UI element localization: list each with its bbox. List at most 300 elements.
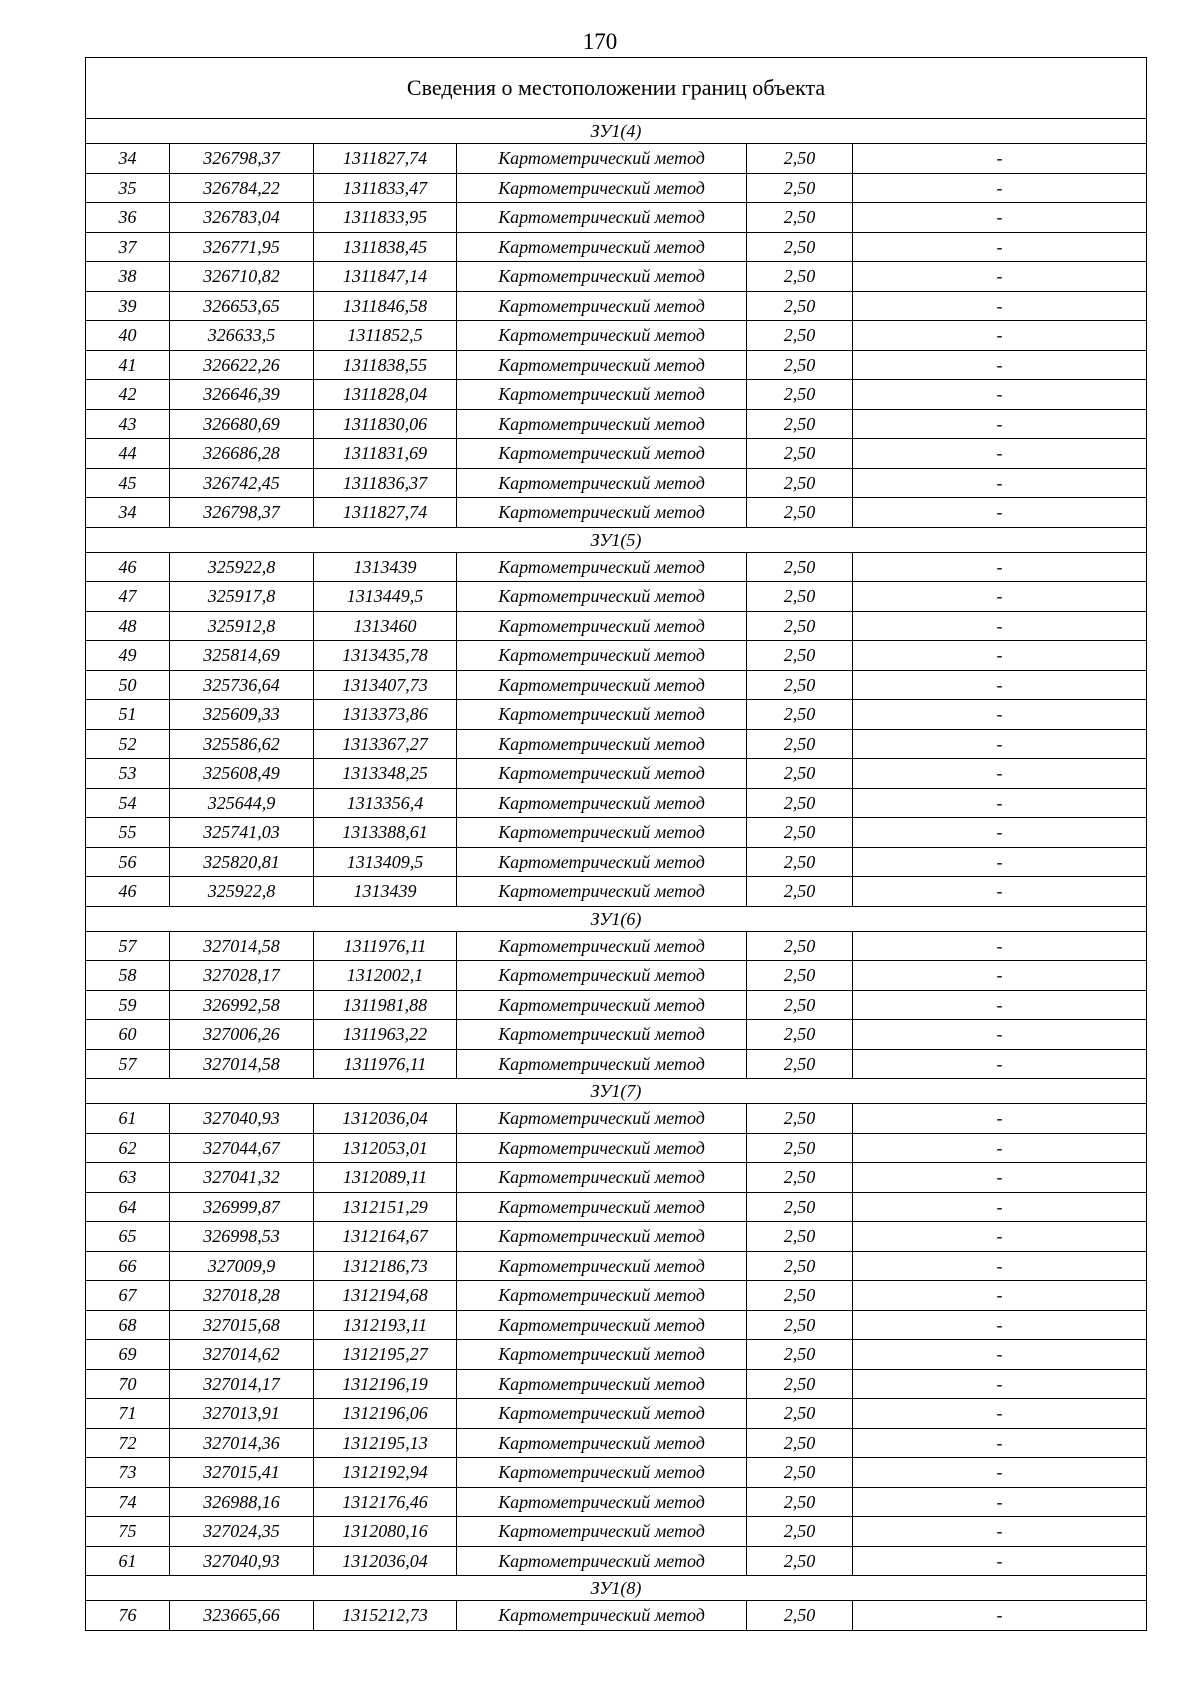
table-row [86, 439, 1147, 469]
description-cell: - [853, 232, 1147, 262]
accuracy-cell: 2,50 [747, 582, 853, 612]
point-number-cell: 70 [86, 1369, 170, 1399]
x-coordinate-cell: 326653,65 [170, 291, 314, 321]
table-row [86, 1601, 1147, 1631]
y-coordinate-cell: 1312186,73 [314, 1251, 457, 1281]
point-number-cell: 68 [86, 1310, 170, 1340]
description-cell: - [853, 670, 1147, 700]
method-cell: Картометрический метод [457, 611, 747, 641]
y-coordinate-cell: 1313439 [314, 552, 457, 582]
description-cell: - [853, 291, 1147, 321]
table-row [86, 1369, 1147, 1399]
method-cell: Картометрический метод [457, 1192, 747, 1222]
point-number-cell: 46 [86, 877, 170, 907]
table-row [86, 409, 1147, 439]
description-cell: - [853, 1049, 1147, 1079]
method-cell: Картометрический метод [457, 173, 747, 203]
accuracy-cell: 2,50 [747, 1399, 853, 1429]
method-cell: Картометрический метод [457, 380, 747, 410]
point-number-cell: 61 [86, 1104, 170, 1134]
table-row [86, 1251, 1147, 1281]
point-number-cell: 52 [86, 729, 170, 759]
table-row [86, 990, 1147, 1020]
y-coordinate-cell: 1312195,13 [314, 1428, 457, 1458]
boundary-table [85, 57, 1147, 1631]
description-cell: - [853, 203, 1147, 233]
accuracy-cell: 2,50 [747, 877, 853, 907]
y-coordinate-cell: 1312193,11 [314, 1310, 457, 1340]
point-number-cell: 41 [86, 350, 170, 380]
point-number-cell: 44 [86, 439, 170, 469]
description-cell: - [853, 1517, 1147, 1547]
description-cell: - [853, 818, 1147, 848]
accuracy-cell: 2,50 [747, 291, 853, 321]
method-cell: Картометрический метод [457, 990, 747, 1020]
y-coordinate-cell: 1312194,68 [314, 1281, 457, 1311]
accuracy-cell: 2,50 [747, 1192, 853, 1222]
y-coordinate-cell: 1311831,69 [314, 439, 457, 469]
x-coordinate-cell: 326783,04 [170, 203, 314, 233]
point-number-cell: 47 [86, 582, 170, 612]
table-row [86, 173, 1147, 203]
description-cell: - [853, 990, 1147, 1020]
accuracy-cell: 2,50 [747, 961, 853, 991]
boundary-table-body [86, 58, 1147, 1631]
accuracy-cell: 2,50 [747, 759, 853, 789]
table-row [86, 1281, 1147, 1311]
x-coordinate-cell: 325586,62 [170, 729, 314, 759]
accuracy-cell: 2,50 [747, 729, 853, 759]
y-coordinate-cell: 1313439 [314, 877, 457, 907]
accuracy-cell: 2,50 [747, 1020, 853, 1050]
table-row [86, 582, 1147, 612]
accuracy-cell: 2,50 [747, 818, 853, 848]
x-coordinate-cell: 327014,58 [170, 1049, 314, 1079]
method-cell: Картометрический метод [457, 1281, 747, 1311]
description-cell: - [853, 1163, 1147, 1193]
table-row [86, 1049, 1147, 1079]
x-coordinate-cell: 325922,8 [170, 877, 314, 907]
accuracy-cell: 2,50 [747, 931, 853, 961]
section-name: ЗУ1(4) [86, 119, 1147, 144]
y-coordinate-cell: 1311976,11 [314, 1049, 457, 1079]
description-cell: - [853, 439, 1147, 469]
x-coordinate-cell: 325922,8 [170, 552, 314, 582]
y-coordinate-cell: 1313367,27 [314, 729, 457, 759]
point-number-cell: 57 [86, 1049, 170, 1079]
description-cell: - [853, 847, 1147, 877]
method-cell: Картометрический метод [457, 291, 747, 321]
table-row [86, 1222, 1147, 1252]
table-row [86, 759, 1147, 789]
method-cell: Картометрический метод [457, 439, 747, 469]
table-row [86, 1310, 1147, 1340]
x-coordinate-cell: 327018,28 [170, 1281, 314, 1311]
x-coordinate-cell: 326646,39 [170, 380, 314, 410]
method-cell: Картометрический метод [457, 1428, 747, 1458]
method-cell: Картометрический метод [457, 262, 747, 292]
method-cell: Картометрический метод [457, 729, 747, 759]
y-coordinate-cell: 1313449,5 [314, 582, 457, 612]
description-cell: - [853, 877, 1147, 907]
point-number-cell: 42 [86, 380, 170, 410]
accuracy-cell: 2,50 [747, 468, 853, 498]
description-cell: - [853, 1281, 1147, 1311]
description-cell: - [853, 1310, 1147, 1340]
table-row [86, 1458, 1147, 1488]
y-coordinate-cell: 1313409,5 [314, 847, 457, 877]
accuracy-cell: 2,50 [747, 1222, 853, 1252]
description-cell: - [853, 1192, 1147, 1222]
point-number-cell: 46 [86, 552, 170, 582]
point-number-cell: 35 [86, 173, 170, 203]
y-coordinate-cell: 1311981,88 [314, 990, 457, 1020]
description-cell: - [853, 1222, 1147, 1252]
table-title: Сведения о местоположении границ объекта [86, 58, 1147, 119]
y-coordinate-cell: 1313348,25 [314, 759, 457, 789]
table-row [86, 611, 1147, 641]
x-coordinate-cell: 326784,22 [170, 173, 314, 203]
method-cell: Картометрический метод [457, 847, 747, 877]
description-cell: - [853, 700, 1147, 730]
accuracy-cell: 2,50 [747, 990, 853, 1020]
point-number-cell: 39 [86, 291, 170, 321]
method-cell: Картометрический метод [457, 1222, 747, 1252]
accuracy-cell: 2,50 [747, 144, 853, 174]
accuracy-cell: 2,50 [747, 788, 853, 818]
description-cell: - [853, 931, 1147, 961]
x-coordinate-cell: 326742,45 [170, 468, 314, 498]
method-cell: Картометрический метод [457, 321, 747, 351]
y-coordinate-cell: 1312089,11 [314, 1163, 457, 1193]
y-coordinate-cell: 1311976,11 [314, 931, 457, 961]
table-row [86, 232, 1147, 262]
method-cell: Картометрический метод [457, 670, 747, 700]
description-cell: - [853, 759, 1147, 789]
accuracy-cell: 2,50 [747, 1104, 853, 1134]
point-number-cell: 58 [86, 961, 170, 991]
y-coordinate-cell: 1311827,74 [314, 144, 457, 174]
accuracy-cell: 2,50 [747, 1517, 853, 1547]
x-coordinate-cell: 326633,5 [170, 321, 314, 351]
table-row [86, 877, 1147, 907]
method-cell: Картометрический метод [457, 1163, 747, 1193]
method-cell: Картометрический метод [457, 350, 747, 380]
table-row [86, 350, 1147, 380]
accuracy-cell: 2,50 [747, 232, 853, 262]
point-number-cell: 69 [86, 1340, 170, 1370]
y-coordinate-cell: 1312036,04 [314, 1104, 457, 1134]
x-coordinate-cell: 326710,82 [170, 262, 314, 292]
method-cell: Картометрический метод [457, 582, 747, 612]
x-coordinate-cell: 325741,03 [170, 818, 314, 848]
point-number-cell: 65 [86, 1222, 170, 1252]
y-coordinate-cell: 1311852,5 [314, 321, 457, 351]
point-number-cell: 63 [86, 1163, 170, 1193]
description-cell: - [853, 582, 1147, 612]
y-coordinate-cell: 1313407,73 [314, 670, 457, 700]
point-number-cell: 49 [86, 641, 170, 671]
table-row [86, 729, 1147, 759]
accuracy-cell: 2,50 [747, 1163, 853, 1193]
description-cell: - [853, 144, 1147, 174]
accuracy-cell: 2,50 [747, 1601, 853, 1631]
accuracy-cell: 2,50 [747, 350, 853, 380]
accuracy-cell: 2,50 [747, 847, 853, 877]
accuracy-cell: 2,50 [747, 670, 853, 700]
method-cell: Картометрический метод [457, 1104, 747, 1134]
table-row [86, 961, 1147, 991]
method-cell: Картометрический метод [457, 759, 747, 789]
method-cell: Картометрический метод [457, 1310, 747, 1340]
x-coordinate-cell: 326998,53 [170, 1222, 314, 1252]
table-row [86, 262, 1147, 292]
y-coordinate-cell: 1311846,58 [314, 291, 457, 321]
x-coordinate-cell: 327014,36 [170, 1428, 314, 1458]
description-cell: - [853, 729, 1147, 759]
y-coordinate-cell: 1313460 [314, 611, 457, 641]
y-coordinate-cell: 1311833,95 [314, 203, 457, 233]
y-coordinate-cell: 1313373,86 [314, 700, 457, 730]
accuracy-cell: 2,50 [747, 1133, 853, 1163]
table-row [86, 1020, 1147, 1050]
table-row [86, 1487, 1147, 1517]
description-cell: - [853, 1487, 1147, 1517]
accuracy-cell: 2,50 [747, 409, 853, 439]
point-number-cell: 71 [86, 1399, 170, 1429]
table-row [86, 380, 1147, 410]
accuracy-cell: 2,50 [747, 1458, 853, 1488]
point-number-cell: 74 [86, 1487, 170, 1517]
table-row [86, 1399, 1147, 1429]
method-cell: Картометрический метод [457, 1133, 747, 1163]
y-coordinate-cell: 1312176,46 [314, 1487, 457, 1517]
y-coordinate-cell: 1311838,55 [314, 350, 457, 380]
x-coordinate-cell: 325917,8 [170, 582, 314, 612]
table-row [86, 931, 1147, 961]
table-row [86, 847, 1147, 877]
y-coordinate-cell: 1315212,73 [314, 1601, 457, 1631]
x-coordinate-cell: 327024,35 [170, 1517, 314, 1547]
point-number-cell: 66 [86, 1251, 170, 1281]
x-coordinate-cell: 327014,62 [170, 1340, 314, 1370]
x-coordinate-cell: 327015,41 [170, 1458, 314, 1488]
accuracy-cell: 2,50 [747, 641, 853, 671]
section-header-row [86, 1576, 1147, 1601]
description-cell: - [853, 611, 1147, 641]
method-cell: Картометрический метод [457, 232, 747, 262]
point-number-cell: 48 [86, 611, 170, 641]
description-cell: - [853, 788, 1147, 818]
description-cell: - [853, 1399, 1147, 1429]
accuracy-cell: 2,50 [747, 203, 853, 233]
description-cell: - [853, 1601, 1147, 1631]
method-cell: Картометрический метод [457, 409, 747, 439]
y-coordinate-cell: 1312002,1 [314, 961, 457, 991]
y-coordinate-cell: 1312195,27 [314, 1340, 457, 1370]
section-name: ЗУ1(8) [86, 1576, 1147, 1601]
y-coordinate-cell: 1311828,04 [314, 380, 457, 410]
method-cell: Картометрический метод [457, 1546, 747, 1576]
section-header-row [86, 119, 1147, 144]
point-number-cell: 67 [86, 1281, 170, 1311]
description-cell: - [853, 1104, 1147, 1134]
section-header-row [86, 527, 1147, 552]
point-number-cell: 57 [86, 931, 170, 961]
description-cell: - [853, 1133, 1147, 1163]
x-coordinate-cell: 323665,66 [170, 1601, 314, 1631]
method-cell: Картометрический метод [457, 1399, 747, 1429]
table-row [86, 321, 1147, 351]
table-row [86, 788, 1147, 818]
description-cell: - [853, 1458, 1147, 1488]
x-coordinate-cell: 327015,68 [170, 1310, 314, 1340]
x-coordinate-cell: 325609,33 [170, 700, 314, 730]
section-header-row [86, 1079, 1147, 1104]
section-name: ЗУ1(7) [86, 1079, 1147, 1104]
point-number-cell: 59 [86, 990, 170, 1020]
description-cell: - [853, 552, 1147, 582]
description-cell: - [853, 350, 1147, 380]
accuracy-cell: 2,50 [747, 611, 853, 641]
point-number-cell: 54 [86, 788, 170, 818]
method-cell: Картометрический метод [457, 641, 747, 671]
table-row [86, 1517, 1147, 1547]
x-coordinate-cell: 326686,28 [170, 439, 314, 469]
method-cell: Картометрический метод [457, 788, 747, 818]
method-cell: Картометрический метод [457, 1340, 747, 1370]
method-cell: Картометрический метод [457, 1020, 747, 1050]
x-coordinate-cell: 327006,26 [170, 1020, 314, 1050]
table-row [86, 1192, 1147, 1222]
table-row [86, 700, 1147, 730]
method-cell: Картометрический метод [457, 1049, 747, 1079]
point-number-cell: 38 [86, 262, 170, 292]
point-number-cell: 45 [86, 468, 170, 498]
accuracy-cell: 2,50 [747, 1251, 853, 1281]
accuracy-cell: 2,50 [747, 1546, 853, 1576]
accuracy-cell: 2,50 [747, 700, 853, 730]
x-coordinate-cell: 326798,37 [170, 144, 314, 174]
table-row [86, 1104, 1147, 1134]
accuracy-cell: 2,50 [747, 173, 853, 203]
x-coordinate-cell: 327013,91 [170, 1399, 314, 1429]
y-coordinate-cell: 1312151,29 [314, 1192, 457, 1222]
point-number-cell: 37 [86, 232, 170, 262]
accuracy-cell: 2,50 [747, 1310, 853, 1340]
accuracy-cell: 2,50 [747, 262, 853, 292]
point-number-cell: 72 [86, 1428, 170, 1458]
table-row [86, 552, 1147, 582]
y-coordinate-cell: 1312080,16 [314, 1517, 457, 1547]
section-name: ЗУ1(6) [86, 906, 1147, 931]
x-coordinate-cell: 325736,64 [170, 670, 314, 700]
accuracy-cell: 2,50 [747, 1340, 853, 1370]
method-cell: Картометрический метод [457, 1601, 747, 1631]
point-number-cell: 43 [86, 409, 170, 439]
description-cell: - [853, 1251, 1147, 1281]
table-row [86, 468, 1147, 498]
point-number-cell: 40 [86, 321, 170, 351]
x-coordinate-cell: 325912,8 [170, 611, 314, 641]
point-number-cell: 73 [86, 1458, 170, 1488]
y-coordinate-cell: 1313388,61 [314, 818, 457, 848]
method-cell: Картометрический метод [457, 1487, 747, 1517]
table-row [86, 818, 1147, 848]
y-coordinate-cell: 1312196,19 [314, 1369, 457, 1399]
x-coordinate-cell: 327014,58 [170, 931, 314, 961]
point-number-cell: 34 [86, 144, 170, 174]
description-cell: - [853, 321, 1147, 351]
point-number-cell: 55 [86, 818, 170, 848]
x-coordinate-cell: 326680,69 [170, 409, 314, 439]
point-number-cell: 62 [86, 1133, 170, 1163]
description-cell: - [853, 498, 1147, 528]
table-row [86, 670, 1147, 700]
method-cell: Картометрический метод [457, 1517, 747, 1547]
accuracy-cell: 2,50 [747, 1369, 853, 1399]
y-coordinate-cell: 1312036,04 [314, 1546, 457, 1576]
point-number-cell: 76 [86, 1601, 170, 1631]
description-cell: - [853, 641, 1147, 671]
x-coordinate-cell: 325814,69 [170, 641, 314, 671]
y-coordinate-cell: 1311838,45 [314, 232, 457, 262]
method-cell: Картометрический метод [457, 498, 747, 528]
method-cell: Картометрический метод [457, 203, 747, 233]
section-name: ЗУ1(5) [86, 527, 1147, 552]
description-cell: - [853, 961, 1147, 991]
table-row [86, 1546, 1147, 1576]
x-coordinate-cell: 326771,95 [170, 232, 314, 262]
y-coordinate-cell: 1312192,94 [314, 1458, 457, 1488]
point-number-cell: 53 [86, 759, 170, 789]
table-row [86, 1133, 1147, 1163]
table-row [86, 498, 1147, 528]
table-row [86, 641, 1147, 671]
point-number-cell: 60 [86, 1020, 170, 1050]
point-number-cell: 50 [86, 670, 170, 700]
y-coordinate-cell: 1313356,4 [314, 788, 457, 818]
method-cell: Картометрический метод [457, 144, 747, 174]
method-cell: Картометрический метод [457, 552, 747, 582]
x-coordinate-cell: 326622,26 [170, 350, 314, 380]
accuracy-cell: 2,50 [747, 1049, 853, 1079]
x-coordinate-cell: 325820,81 [170, 847, 314, 877]
description-cell: - [853, 409, 1147, 439]
point-number-cell: 36 [86, 203, 170, 233]
table-row [86, 291, 1147, 321]
accuracy-cell: 2,50 [747, 321, 853, 351]
accuracy-cell: 2,50 [747, 1428, 853, 1458]
description-cell: - [853, 1546, 1147, 1576]
x-coordinate-cell: 326992,58 [170, 990, 314, 1020]
description-cell: - [853, 173, 1147, 203]
x-coordinate-cell: 327028,17 [170, 961, 314, 991]
description-cell: - [853, 468, 1147, 498]
x-coordinate-cell: 325608,49 [170, 759, 314, 789]
x-coordinate-cell: 327041,32 [170, 1163, 314, 1193]
description-cell: - [853, 1369, 1147, 1399]
x-coordinate-cell: 325644,9 [170, 788, 314, 818]
point-number-cell: 61 [86, 1546, 170, 1576]
description-cell: - [853, 262, 1147, 292]
description-cell: - [853, 1340, 1147, 1370]
point-number-cell: 56 [86, 847, 170, 877]
point-number-cell: 64 [86, 1192, 170, 1222]
method-cell: Картометрический метод [457, 818, 747, 848]
table-row [86, 144, 1147, 174]
method-cell: Картометрический метод [457, 961, 747, 991]
